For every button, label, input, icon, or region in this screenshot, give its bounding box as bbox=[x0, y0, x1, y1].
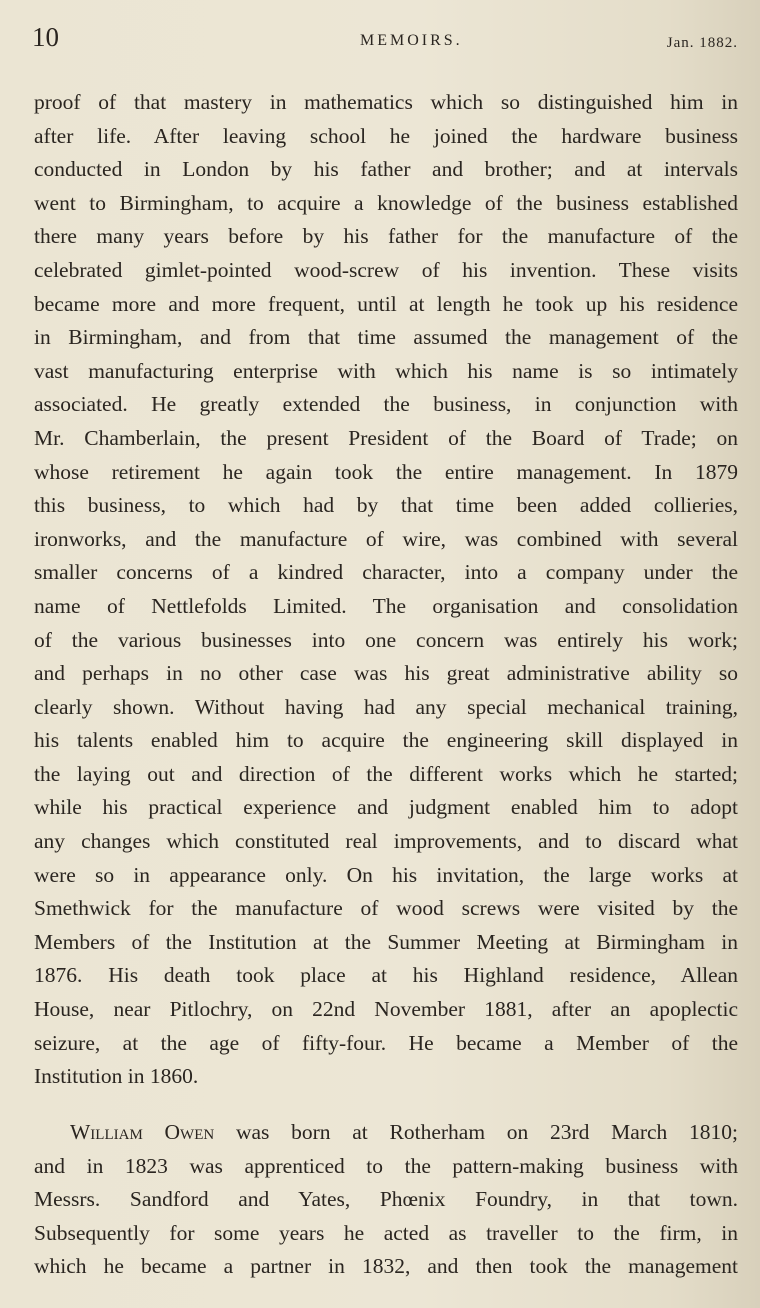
text-line: Smethwick for the manufacture of wood screws were visited by the bbox=[34, 896, 738, 921]
page-number: 10 bbox=[32, 22, 59, 52]
text-line: after life. After leaving school he joined the hardware business bbox=[34, 123, 738, 148]
text-line: while his practical experience and judgment enabled him to adopt bbox=[34, 795, 738, 820]
header-date: Jan. 1882. bbox=[666, 35, 738, 51]
text-line: celebrated gimlet-pointed wood-screw of his invention. These visits bbox=[34, 257, 738, 282]
text-line: went to Birmingham, to acquire a knowledge of the business established bbox=[34, 190, 738, 215]
text-line: clearly shown. Without having had any special mechanical training, bbox=[34, 694, 738, 719]
text-line: Messrs. Sandford and Yates, Phœnix Foundry, in that town. bbox=[34, 1187, 738, 1212]
memoir-paragraph-nettlefold bbox=[34, 86, 738, 1094]
text-line bbox=[34, 1116, 738, 1150]
text-line: Mr. Chamberlain, the present President of the Board of Trade; on bbox=[34, 425, 738, 450]
memoir-paragraph-owen bbox=[34, 1116, 738, 1284]
text-line: became more and more frequent, until at length he took up his residence bbox=[34, 291, 738, 316]
text-line: seizure, at the age of fifty-four. He became a Member of the bbox=[34, 1030, 738, 1055]
text-line: whose retirement he again took the entire management. In 1879 bbox=[34, 459, 738, 484]
text-line: name of Nettlefolds Limited. The organisation and consolidation bbox=[34, 593, 738, 618]
text-line: 1876. His death took place at his Highland residence, Allean bbox=[34, 963, 738, 988]
text-line: smaller concerns of a kindred character, into a company under the bbox=[34, 560, 738, 585]
text-line: Subsequently for some years he acted as traveller to the firm, in bbox=[34, 1220, 738, 1245]
text-line: in Birmingham, and from that time assumed the management of the bbox=[34, 325, 738, 350]
text-line: Members of the Institution at the Summer Meeting at Birmingham in bbox=[34, 929, 738, 954]
text-line: any changes which constituted real improvements, and to discard what bbox=[34, 829, 738, 854]
text-line: vast manufacturing enterprise with which his name is so intimately bbox=[34, 358, 738, 383]
text-line: ironworks, and the manufacture of wire, was combined with several bbox=[34, 526, 738, 551]
text-line: the laying out and direction of the different works which he started; bbox=[34, 761, 738, 786]
text-line: House, near Pitlochry, on 22nd November 1881, after an apoplectic bbox=[34, 997, 738, 1022]
text-line: and perhaps in no other case was his great administrative ability so bbox=[34, 661, 738, 686]
text-line: proof of that mastery in mathematics which so distinguished him in bbox=[34, 90, 738, 114]
text-line: conducted in London by his father and brother; and at intervals bbox=[34, 157, 738, 182]
page-header bbox=[32, 22, 738, 62]
text-line: Institution in 1860. bbox=[34, 1064, 199, 1089]
text-line: associated. He greatly extended the business, in conjunction with bbox=[34, 392, 738, 417]
text-line: which he became a partner in 1832, and then took the management bbox=[34, 1254, 738, 1279]
memoir-subject-name: William Owen bbox=[70, 1120, 215, 1144]
text-line: were so in appearance only. On his invitation, the large works at bbox=[34, 862, 738, 887]
text-line: his talents enabled him to acquire the engineering skill displayed in bbox=[34, 728, 738, 753]
text-line: and in 1823 was apprenticed to the pattern-making business with bbox=[34, 1153, 738, 1178]
text-line: of the various businesses into one concern was entirely his work; bbox=[34, 627, 738, 652]
running-head: MEMOIRS. bbox=[360, 32, 463, 49]
text-line: there many years before by his father for the manufacture of the bbox=[34, 224, 738, 249]
text-line-rest: was born at Rotherham on 23rd March 1810; bbox=[214, 1120, 738, 1144]
text-line: this business, to which had by that time been added collieries, bbox=[34, 493, 738, 518]
